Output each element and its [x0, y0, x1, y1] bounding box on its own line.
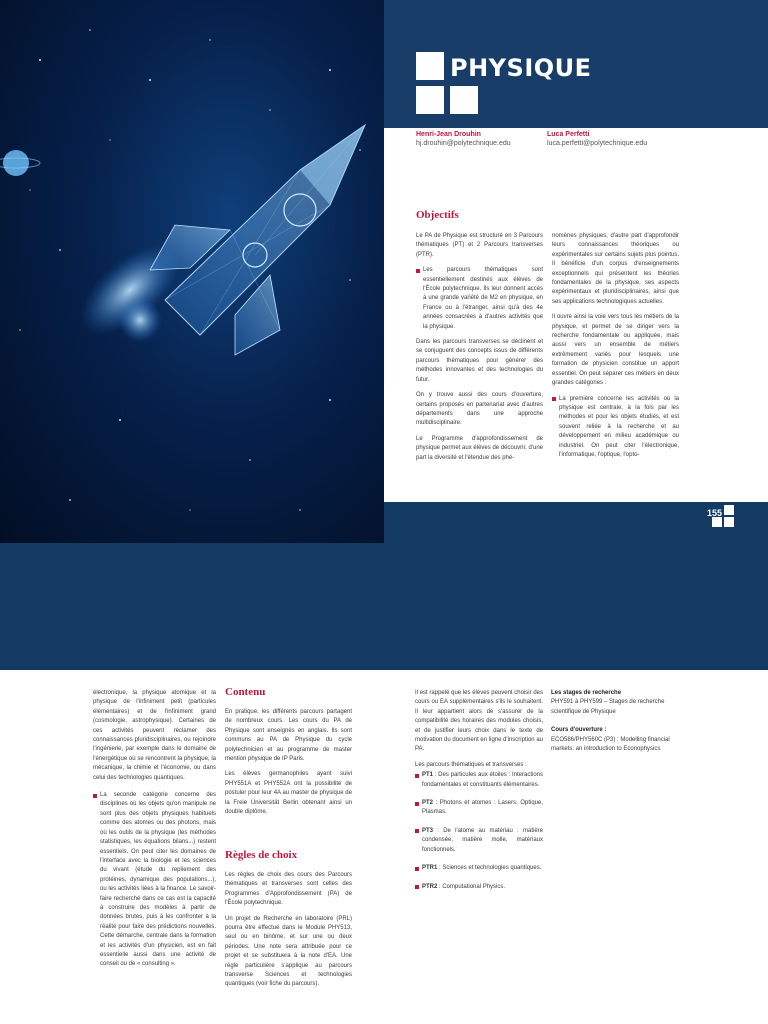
parcours-item: [415, 864, 543, 873]
paragraph: Il est rappelé que les élèves peuvent choisir des cours ou EA supplémentaires s'ils le souhaitent. Il leur appartient alors de s'assurer de la compatibilité des horaires des modules choisis, et de justifier leurs choix dans le texte de motivation du document en ligne d'inscription au PA.: [415, 690, 543, 753]
lower-column-1: [93, 689, 216, 976]
parcours-item: [415, 799, 543, 818]
paragraph: Les règles de choix des cours des Parcours thématiques et transverses sont celles des Programmes d'Approfondissement (PA) de l'École polytechnique.: [225, 872, 352, 907]
author-name: Luca Perfetti: [547, 131, 590, 138]
page-square-icon: [712, 517, 722, 527]
parcours-item: [415, 883, 543, 892]
paragraph: En pratique, les différents parcours partagent de nombreux cours. Les cours du PA de Physique sont enseignés en anglais. Ils sont communs au PA de Physique du cycle polytechnicien et au programme de master mention physique de IP Paris.: [225, 709, 352, 763]
page-title: PHYSIQUE: [450, 54, 592, 82]
objectifs-heading: Objectifs: [416, 209, 459, 221]
parcours-text: : Photons et atomes : Lasers, Optique, Plasmas.: [422, 800, 543, 816]
parcours-intro: Les parcours thématiques et transverses :: [415, 761, 527, 768]
author-name: Henri-Jean Drouhin: [416, 131, 481, 138]
stages-heading: Les stages de recherche: [551, 690, 622, 696]
bullet-paragraph: La seconde catégorie concerne des disciplines où les objets qu'on manipule ne sont plus des objets physiques habituels comme des atomes ou des photons, mais où les outils de la physique (les méthodes statistiques, les équations bilans...) restent essentiels. On peut citer les domaines de l'interface avec la biologie et les sciences du vivant (étude du repliement des protéines, dynamique des populations...), ou les activités liées à la finance. Le savoir-faire recherché dans ce cas est la capacité à construire des modèles à partir de données brutes, puis à les confronter à la réalité pour faire des prédictions nouvelles. Cette démarche, centrale dans la formation et les activités d'un physicien, est en fait essentielle aussi dans une activité de conseil ou de « consulting ».: [93, 791, 216, 970]
paragraph: nomènes physiques, d'autre part d'approfondir leurs connaissances théoriques ou expérimentales sur certains sujets plus pointus. Il bénéficie d'un corpus d'enseignements exceptionnels qui présentent les théories fondamentales de la physique, ses aspects expérimentaux et pluridisciplinaires, ainsi que ses applications technologiques actuelles.: [552, 233, 679, 305]
ouverture-text: ECO586/PHY560C (P3) : Modelling financial markets: an introduction to Econophysics: [551, 736, 670, 753]
parcours-code: PTR1: [422, 865, 438, 872]
parcours-code: PT1: [422, 772, 434, 779]
parcours-code: PTR2: [422, 883, 438, 890]
lower-column-4: [551, 689, 681, 760]
author-block: [547, 130, 647, 148]
paragraph: Il ouvre ainsi la voie vers tous les métiers de la physique, et permet de se diriger vers la recherche fondamentale ou appliquée, mais aussi vers un ensemble de métiers extrêmement variés pour lesquels une formation de physicien constitue un apport essentiel. On peut séparer ces métiers en deux grandes catégories :: [552, 314, 679, 387]
space-rocket-image: [0, 0, 384, 543]
objectifs-right-column: [552, 232, 679, 466]
regles-heading: Règles de choix: [225, 849, 298, 861]
paragraph: Le PA de Physique est structuré en 3 Parcours thématiques (PT) et 2 Parcours transverses (PTR).: [416, 233, 543, 258]
parcours-text: : Sciences et technologies quantiques.: [437, 865, 542, 872]
paragraph: On y trouve aussi des cours d'ouverture, certains proposés en partenariat avec d'autres départements dans une approche multidisciplinaire.: [416, 392, 543, 427]
parcours-code: PT3: [422, 827, 434, 834]
parcours-item: [415, 771, 543, 790]
stages-text: PHY591 à PHY599 – Stages de recherche scientifique de Physique: [551, 699, 665, 715]
contenu-text: [225, 708, 352, 823]
rocket-illustration: [0, 0, 384, 543]
logo-square-icon: [416, 86, 444, 114]
logo-square-icon: [416, 52, 444, 80]
parcours-code: PT2: [422, 800, 434, 807]
paragraph: Le Programme d'approfondissement de physique permet aux élèves de découvrir, d'une part la diversité et l'étendue des phé-: [416, 435, 543, 461]
parcours-item: [415, 827, 543, 855]
bullet-paragraph: La première concerne les activités où la physique est centrale, à la fois par les méthodes et pour les objets étudiés, et est souvent reliée à la recherche et au développement en milieu académique ou industriel. On peut citer l'électronique, l'informatique, l'optique, l'opto-: [552, 395, 679, 461]
ouverture-heading: Cours d'ouverture :: [551, 727, 607, 734]
author-block: [416, 130, 511, 148]
paragraph: Dans les parcours transverses se déclinent et se conjuguent des concepts issus de différents parcours thématiques pour générer des méthodes innovantes et des technologies du futur.: [416, 339, 543, 383]
bullet-paragraph: Les parcours thématiques sont essentiellement destinés aux élèves de l'École polytechnique. Ils leur donnent accès à une grande variété de M2 en physique, en France ou à l'étranger, ainsi qu'à des 4e années consacrées à d'autres activités que la physique.: [416, 266, 543, 332]
parcours-text: : Computational Physics.: [437, 883, 506, 890]
page-square-icon: [724, 517, 734, 527]
page-number: 155: [707, 508, 723, 518]
contenu-heading: Contenu: [225, 686, 266, 698]
paragraph: Un projet de Recherche en laboratoire (PRL) pourra être effectué dans le Module PHY513, seul ou en binôme, et sur une ou deux périodes. Une note sera attribuée pour ce projet et se substituera à la note d'EA. Une règle particulière s'applique au parcours transverse Sciences et technologies quantiques (voir fiche du parcours).: [225, 915, 352, 988]
author-email[interactable]: luca.perfetti@polytechnique.edu: [547, 140, 648, 147]
objectifs-left-column: [416, 232, 543, 469]
parcours-text: : Des particules aux étoiles : Interactions fondamentales et constituants élémentaires.: [422, 772, 543, 788]
logo-square-icon: [450, 86, 478, 114]
page-square-icon: [724, 505, 734, 515]
author-email[interactable]: hj.drouhin@polytechnique.edu: [416, 140, 511, 147]
regles-text: [225, 871, 352, 996]
parcours-text: : De l'atome au matériau : matière condensée, matière molle, matériaux fonctionnels.: [422, 827, 543, 853]
paragraph: électronique, la physique atomique et la physique de l'infiniment petit (particules élémentaires) et de l'infiniment grand (cosmologie, astrophysique). Certaines de ces activités peuvent réclamer des connaissances pluridisciplinaires, ou rejoindre l'ingénierie, par exemple dans le domaine de l'énergétique où se rencontrent la physique, la mécanique, la chimie et l'économie, ou dans celui des technologies quantiques.: [93, 690, 216, 781]
lower-column-3: [415, 689, 543, 901]
paragraph: Les élèves germanophiles ayant suivi PHY551A et PHY552A ont la possibilité de postuler pour leur 4A au master de physique de la Freie Universität Berlin obtenant ainsi un double diplôme.: [225, 771, 352, 816]
